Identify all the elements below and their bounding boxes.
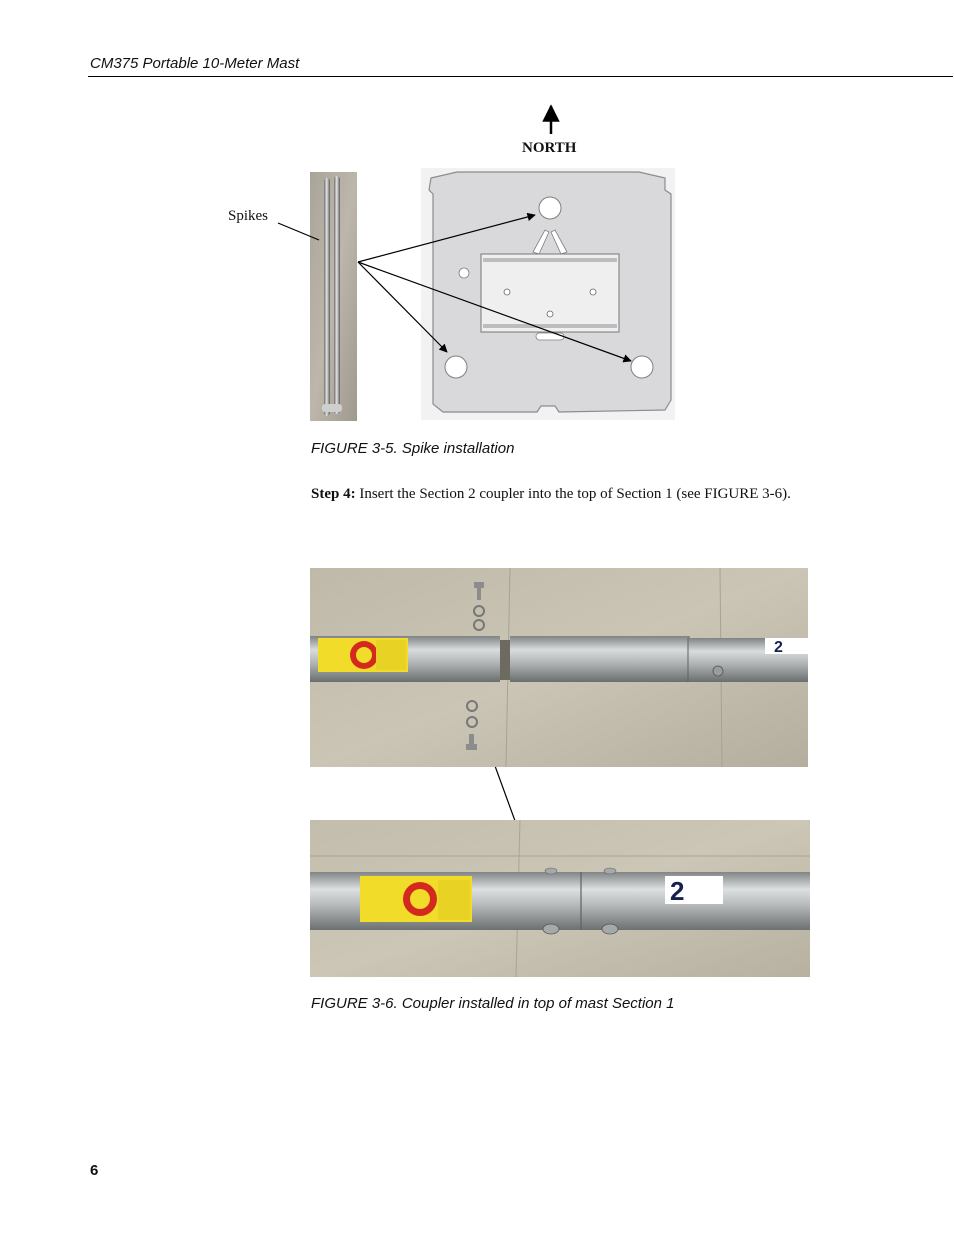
step-4-paragraph <box>311 485 791 504</box>
base-plate-photo <box>421 168 675 420</box>
mast-sections-separated-photo <box>310 568 808 767</box>
page-number: 6 <box>90 1162 99 1179</box>
north-label: NORTH <box>522 140 577 156</box>
step-4-label: Step 4: <box>311 486 356 502</box>
section-number-bottom: 2 <box>670 876 685 906</box>
section-number-top: 2 <box>774 639 783 656</box>
header-rule <box>88 76 953 77</box>
step-4-text: Insert the Section 2 coupler into the top of Section 1 (see FIGURE 3-6). <box>355 486 791 502</box>
coupler-installed-photo <box>310 820 810 977</box>
spikes-label: Spikes <box>228 208 269 224</box>
figure-3-6-caption: FIGURE 3-6. Coupler installed in top of mast Section 1 <box>311 995 675 1012</box>
running-header-title: CM375 Portable 10-Meter Mast <box>90 55 300 72</box>
spike-photo <box>310 172 357 421</box>
figure-3-5-caption: FIGURE 3-5. Spike installation <box>311 440 515 457</box>
